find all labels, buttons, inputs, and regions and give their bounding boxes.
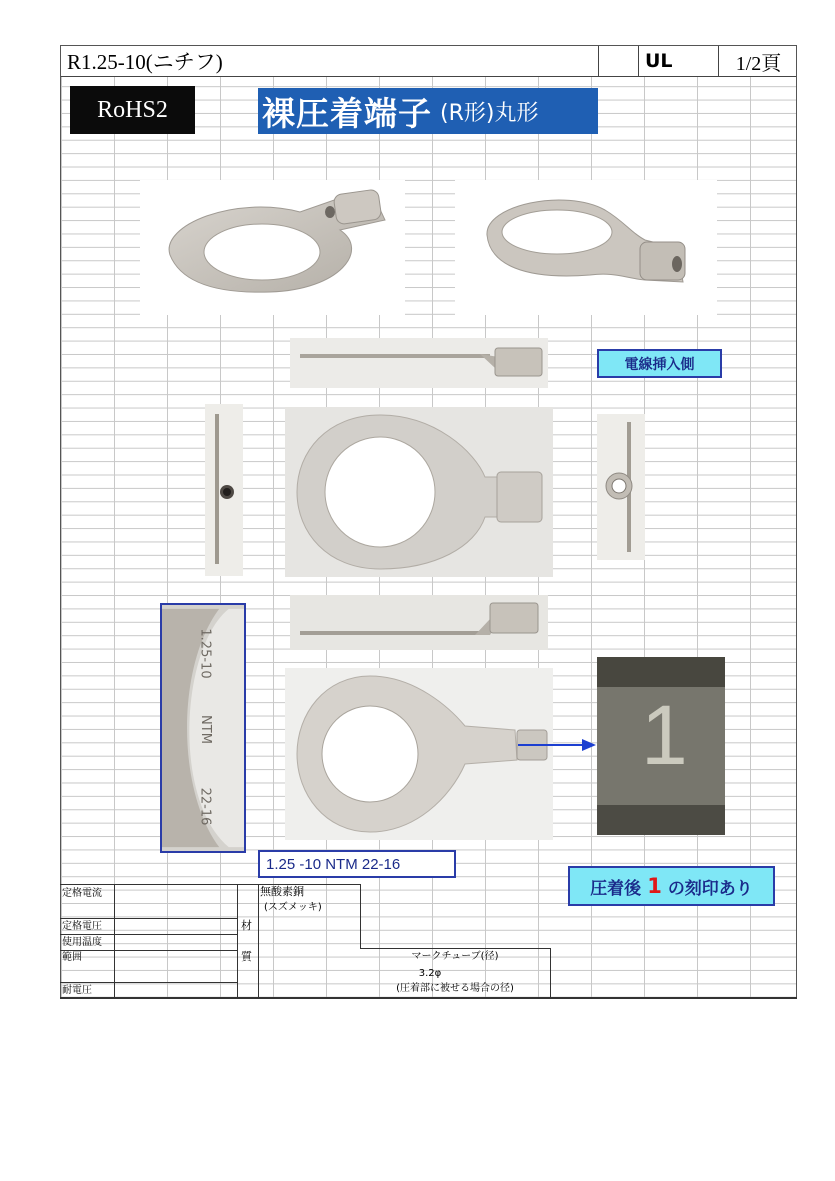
temp-label-2: 範囲 xyxy=(62,952,82,963)
plating-value: (スズメッキ) xyxy=(264,902,322,913)
crimp-note-after: の刻印あり xyxy=(667,878,753,899)
mark-tube-label: マークチューブ(径) xyxy=(411,951,499,962)
stamp-numeral: 1 xyxy=(641,688,688,782)
material-label-2: 質 xyxy=(241,950,252,963)
header-empty-cell xyxy=(599,46,639,77)
temp-label-1: 使用温度 xyxy=(62,937,102,948)
engraving-text-column xyxy=(166,615,244,845)
material-value: 無酸素銅 xyxy=(260,885,304,898)
photo-front xyxy=(285,407,553,577)
wire-side-label xyxy=(597,349,722,378)
withstand-voltage-label: 耐電圧 xyxy=(62,985,92,996)
photo-end-right xyxy=(597,414,645,560)
page-cell xyxy=(719,46,797,77)
engraving-line-2: NTM xyxy=(197,715,213,745)
terminal-angled-right-image xyxy=(455,180,717,315)
material-label-1: 材 xyxy=(241,919,252,932)
spec-table xyxy=(60,884,550,998)
terminal-side-bottom-image xyxy=(290,595,548,650)
photo-edge-left xyxy=(205,404,243,576)
rohs-badge xyxy=(70,86,195,134)
photo-angled-right xyxy=(455,180,717,315)
terminal-angled-left-image xyxy=(140,180,405,315)
mark-tube-value: 3.2φ xyxy=(418,968,442,979)
terminal-edge-left-image xyxy=(205,404,243,576)
product-title xyxy=(258,88,598,134)
photo-side-top xyxy=(290,338,548,388)
title-sub: (R形)丸形 xyxy=(440,100,539,126)
crimp-note-before: 圧着後 xyxy=(590,878,642,899)
terminal-side-top-image xyxy=(290,338,548,388)
terminal-end-right-image xyxy=(597,414,645,560)
part-number: R1.25-10(ニチフ) xyxy=(67,50,223,74)
photo-angled-left xyxy=(140,180,405,315)
wire-side-text: 電線挿入側 xyxy=(624,356,695,373)
arrow-icon xyxy=(518,736,598,754)
marking-text: 1.25 -10 NTM 22-16 xyxy=(266,855,401,873)
mark-tube-note: (圧着部に被せる場合の径) xyxy=(396,983,514,994)
part-number-cell xyxy=(61,46,599,77)
rated-current-label: 定格電流 xyxy=(62,888,102,899)
crimp-note-number: 1 xyxy=(647,874,662,898)
engraving-line-3: 22-16 xyxy=(197,787,213,826)
engraving-line-1: 1.25-10 xyxy=(197,628,213,679)
ul-label: UL xyxy=(645,50,673,72)
photo-stamp-closeup xyxy=(597,657,725,835)
title-main: 裸圧着端子 xyxy=(262,93,432,133)
photo-front-marked xyxy=(285,668,553,840)
page-number: 1/2頁 xyxy=(735,52,782,75)
crimp-note-label xyxy=(568,866,775,906)
marking-text-box xyxy=(258,850,456,878)
terminal-front-marked-image xyxy=(285,668,553,840)
ul-cell xyxy=(639,46,719,77)
photo-side-bottom xyxy=(290,595,548,650)
rohs-text: RoHS2 xyxy=(97,96,168,123)
photo-engraving-closeup xyxy=(160,603,246,853)
rated-voltage-label: 定格電圧 xyxy=(62,921,102,932)
terminal-front-image xyxy=(285,407,553,577)
